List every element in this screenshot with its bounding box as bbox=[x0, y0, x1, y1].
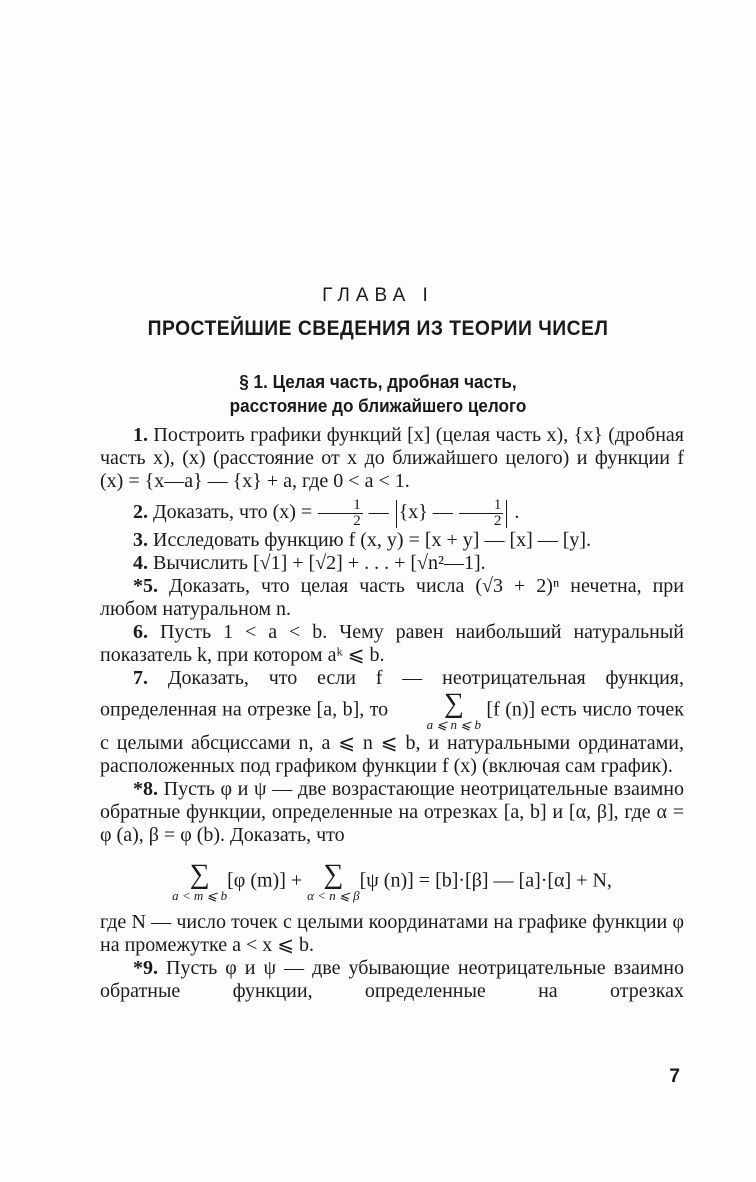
problem-text: Пусть φ и ψ — две убывающие неотрицательные взаимно обратные функции, определенные на отрезках bbox=[100, 957, 684, 1002]
problem-number: *9. bbox=[133, 957, 158, 979]
problem-text: Исследовать функцию f (x, y) = [x + y] — [x] — [y]. bbox=[148, 529, 592, 551]
sigma-symbol: ∑ bbox=[443, 688, 464, 719]
problem-2 bbox=[100, 498, 684, 529]
problem-text: где N — число точек с целыми координатами на графике функции φ на промежутке a < x ⩽ b. bbox=[100, 911, 684, 956]
sum-limits: a ⩽ n ⩽ b bbox=[426, 717, 481, 732]
display-formula bbox=[100, 861, 684, 903]
section-title bbox=[0, 370, 756, 418]
problem-text: . bbox=[509, 501, 520, 524]
fraction bbox=[318, 498, 363, 529]
section-title-line-2: расстояние до ближайшего целого bbox=[229, 396, 527, 416]
fraction-denominator: 2 bbox=[493, 513, 502, 529]
problem-8 bbox=[100, 778, 684, 847]
sigma-symbol: ∑ bbox=[189, 859, 210, 890]
summation bbox=[394, 690, 481, 732]
problem-5 bbox=[100, 575, 684, 621]
problem-1 bbox=[100, 424, 684, 493]
formula-term: [φ (m)] + bbox=[227, 869, 308, 892]
problem-text: Пусть 1 < a < b. Чему равен наибольший натуральный показатель k, при котором aᵏ ⩽ b. bbox=[100, 621, 684, 666]
problem-text: — bbox=[363, 501, 394, 524]
problem-text: Построить графики функций [x] (целая часть x), {x} (дробная часть x), (x) (расстояние от x до ближайшего целого) и функции f (x) = {x—a} — {x} + a, где 0 < a < 1. bbox=[100, 424, 684, 492]
fraction bbox=[459, 498, 504, 529]
problem-9 bbox=[100, 957, 684, 1003]
section-title-line-1: § 1. Целая часть, дробная часть, bbox=[239, 372, 517, 392]
fraction-numerator: 1 bbox=[459, 498, 504, 514]
problem-text: Доказать, что (x) = bbox=[148, 501, 318, 524]
problem-text: Пусть φ и ψ — две возрастающие неотрицательные взаимно обратные функции, определенные на отрезках [a, b] и [α, β], где α = φ (a), β = φ (b). Доказать, что bbox=[100, 778, 684, 846]
problem-number: 3. bbox=[133, 529, 148, 551]
chapter-label: ГЛАВА I bbox=[322, 285, 434, 306]
problem-number: 4. bbox=[133, 552, 148, 574]
problem-text: [f (n)] есть число точек с целыми абсциссами n, a ⩽ n ⩽ b, и натуральными ординатами, расположенных под графиком функции f (x) (включая сам график). bbox=[100, 698, 684, 777]
sum-limits: α < n ⩽ β bbox=[307, 888, 360, 903]
page-number: 7 bbox=[669, 1066, 680, 1087]
problem-6 bbox=[100, 621, 684, 667]
summation bbox=[172, 861, 227, 903]
problem-number: *5. bbox=[133, 575, 158, 597]
abs-bar-right bbox=[506, 500, 507, 528]
formula-term: [ψ (n)] = [b]·[β] — [a]·[α] + N, bbox=[359, 869, 612, 892]
problem-number: 7. bbox=[133, 667, 148, 689]
fraction-numerator: 1 bbox=[318, 498, 363, 514]
problem-number: 2. bbox=[133, 501, 148, 524]
problems-body bbox=[100, 424, 684, 1003]
sigma-symbol: ∑ bbox=[323, 859, 344, 890]
summation bbox=[307, 861, 359, 903]
problem-7 bbox=[100, 667, 684, 778]
abs-bar-left bbox=[396, 500, 397, 528]
problem-number: 6. bbox=[133, 621, 148, 643]
problem-number: 1. bbox=[133, 424, 148, 446]
sum-limits: a < m ⩽ b bbox=[172, 888, 228, 903]
problem-text: Доказать, что целая часть числа (√3 + 2)ⁿ нечетна, при любом натуральном n. bbox=[100, 575, 684, 620]
problem-number: *8. bbox=[133, 778, 158, 800]
problem-text: Доказать, что если f — неотрицательная функция, определенная на отрезке [a, b], то bbox=[100, 667, 684, 721]
problem-3 bbox=[100, 529, 684, 552]
problem-text: {x} — bbox=[398, 501, 458, 524]
fraction-denominator: 2 bbox=[353, 513, 361, 529]
problem-text: Вычислить [√1] + [√2] + . . . + [√n²—1]. bbox=[148, 552, 486, 574]
problem-8-continuation bbox=[100, 911, 684, 957]
chapter-title: ПРОСТЕЙШИЕ СВЕДЕНИЯ ИЗ ТЕОРИИ ЧИСЕЛ bbox=[147, 317, 609, 340]
problem-4 bbox=[100, 552, 684, 575]
